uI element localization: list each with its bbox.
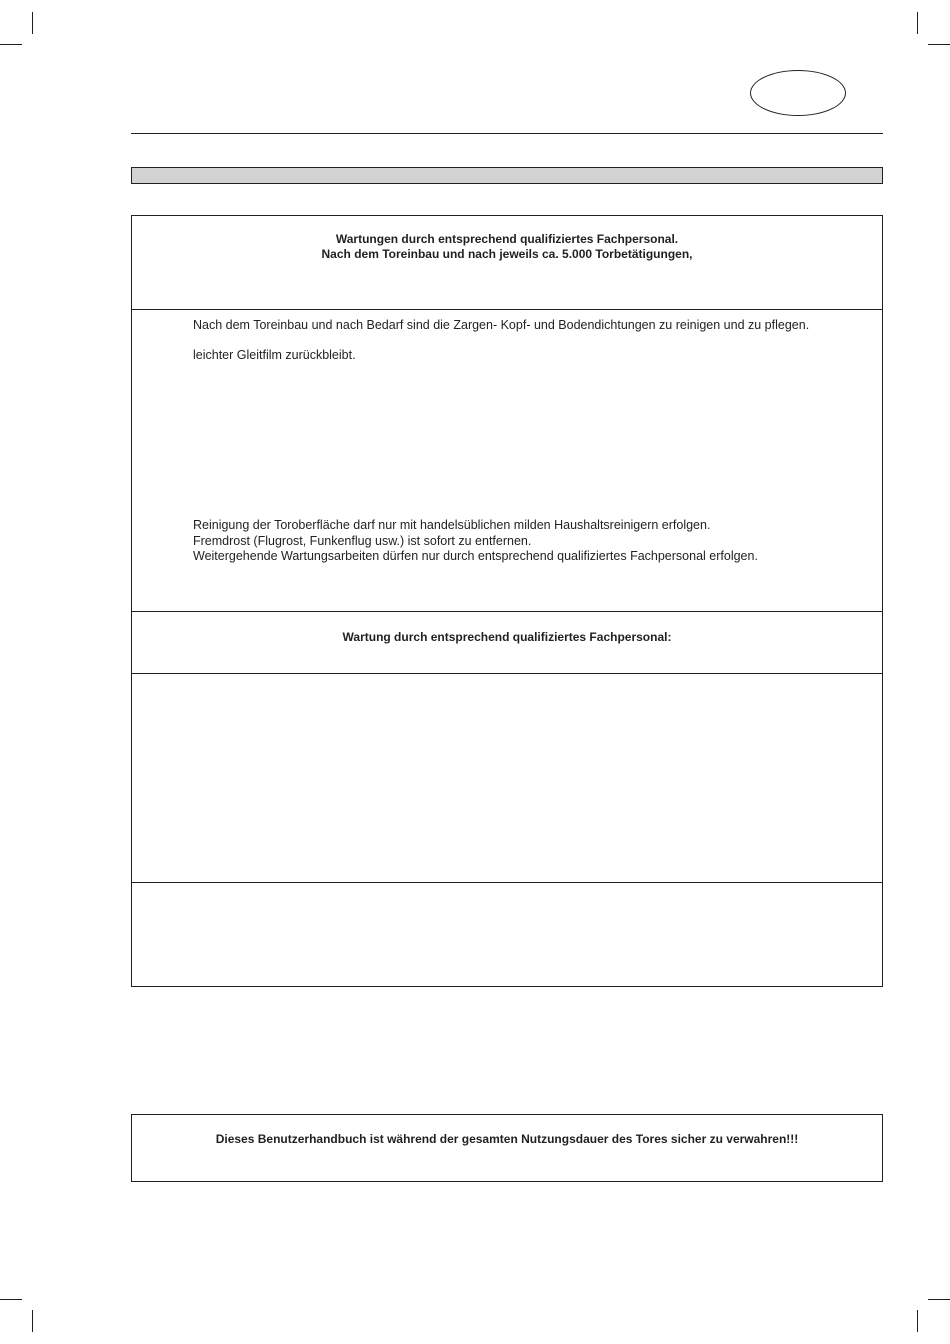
keep-manual-text: Dieses Benutzerhandbuch ist während der gesamten Nutzungsdauer des Tores sicher zu verwahren!!! [215, 1132, 799, 1146]
crop-mark [917, 1310, 918, 1332]
care-text-further-work: Weitergehende Wartungsarbeiten dürfen nur durch entsprechend qualifiziertes Fachpersonal erfolgen. [193, 549, 758, 563]
header-rule [131, 133, 883, 134]
maintenance-table [131, 215, 883, 987]
crop-mark [928, 44, 950, 45]
section-title-bar [131, 167, 883, 184]
crop-mark [0, 44, 22, 45]
specialist-maintenance-section [132, 611, 882, 673]
empty-section [132, 882, 882, 986]
empty-section [132, 673, 882, 882]
crop-mark [32, 12, 33, 34]
crop-mark [32, 1310, 33, 1332]
language-badge-oval [750, 70, 846, 116]
crop-mark [917, 12, 918, 34]
care-text-rust: Fremdrost (Flugrost, Funkenflug usw.) ist sofort zu entfernen. [193, 533, 532, 548]
maintenance-header-line2: Nach dem Toreinbau und nach jeweils ca. 5.000 Torbetätigungen, [321, 247, 693, 261]
care-text-seals: Nach dem Toreinbau und nach Bedarf sind die Zargen- Kopf- und Bodendichtungen zu reinigen und zu pflegen. [193, 318, 810, 332]
crop-mark [0, 1299, 22, 1300]
care-text-surface: Reinigung der Toroberfläche darf nur mit handelsüblichen milden Haushaltsreinigern erfolgen. [193, 518, 711, 532]
maintenance-header [132, 232, 882, 262]
care-text-glide-film: leichter Gleitfilm zurückbleibt. [193, 348, 356, 362]
care-instructions-section [132, 309, 882, 611]
crop-mark [928, 1299, 950, 1300]
keep-manual-note [131, 1114, 883, 1182]
care-text-block [193, 518, 758, 565]
maintenance-header-line1: Wartungen durch entsprechend qualifiziertes Fachpersonal. [335, 232, 679, 246]
maintenance-header-section [132, 216, 882, 309]
specialist-maintenance-heading: Wartung durch entsprechend qualifiziertes Fachpersonal: [342, 630, 672, 644]
